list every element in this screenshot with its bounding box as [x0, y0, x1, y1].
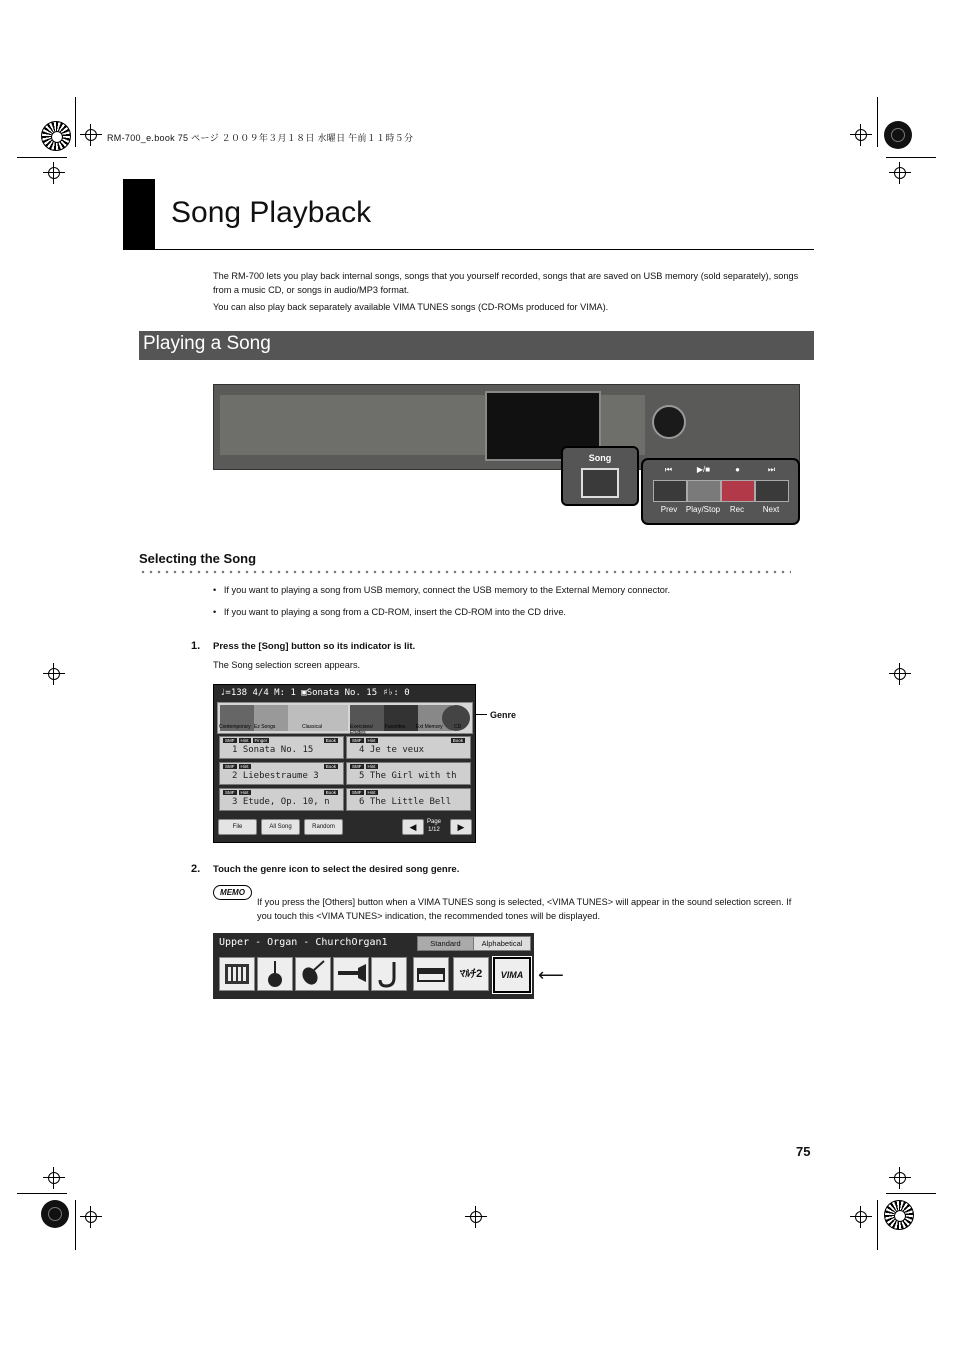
step-text: Press the [Song] button so its indicator is lit. [213, 641, 416, 652]
violin-icon[interactable] [295, 957, 331, 991]
genre-label: Exercises/ Etudes [350, 724, 374, 736]
next-button[interactable] [755, 480, 789, 502]
step-number: 2. [191, 863, 201, 875]
song-tags [223, 790, 253, 795]
registration-target-bottom-right [884, 1200, 914, 1230]
genre-leader-line [475, 714, 487, 715]
bullet-item: • If you want to playing a song from a CD-ROM, insert the CD-ROM into the CD drive. [213, 607, 566, 617]
transport-callout [641, 458, 800, 525]
step-note: The Song selection screen appears. [213, 660, 361, 670]
song-number: 4 [359, 745, 365, 755]
tag-badge: Hint [240, 764, 249, 769]
genre-label: Ez Songs [254, 724, 276, 730]
crop-line [75, 97, 76, 147]
song-button-label: Song [588, 453, 612, 463]
prev-label: Prev [660, 505, 678, 514]
tab-alphabetical[interactable]: Alphabetical [473, 936, 531, 951]
guitar-icon[interactable] [257, 957, 293, 991]
song-name: Etude, Op. 10, n [242, 797, 330, 807]
song-number: 3 [232, 797, 238, 807]
crosshair-mark [850, 124, 872, 146]
song-list-item[interactable] [219, 762, 344, 785]
synth-icon[interactable] [413, 957, 449, 991]
crosshair-mark [889, 1167, 911, 1189]
tag-badge: SMF [225, 790, 235, 795]
prev-button[interactable] [653, 480, 687, 502]
mdi2-icon[interactable]: ﾏﾙﾁ2 [453, 957, 489, 991]
song-name: Je te veux [369, 745, 425, 755]
song-list-item[interactable] [346, 788, 471, 811]
tag-badge: Hint [367, 764, 376, 769]
rec-icon: ● [735, 465, 740, 474]
crosshair-mark [80, 1206, 102, 1228]
page-indicator [427, 818, 441, 834]
page-value: 1/12 [428, 827, 440, 833]
bullet-item: • If you want to playing a song from USB memory, connect the USB memory to the External Memory connector. [213, 585, 671, 595]
random-button[interactable]: Random [304, 819, 343, 835]
song-name: Sonata No. 15 [242, 745, 314, 755]
prev-icon: ⏮ [664, 465, 673, 474]
title-rule [123, 249, 814, 250]
genre-label: Classical [302, 724, 323, 730]
tab-standard[interactable]: Standard [417, 936, 474, 951]
volume-dial-icon [652, 405, 686, 439]
bullet-text: If you want to playing a song from a CD-ROM, insert the CD-ROM into the CD drive. [223, 607, 566, 617]
tag-badge: Finger [254, 738, 268, 743]
crosshair-mark [889, 663, 911, 685]
crosshair-mark [465, 1206, 487, 1228]
play-stop-label: Play/Stop [685, 505, 721, 514]
page-label: Page [427, 819, 442, 825]
dotted-divider [139, 570, 791, 574]
song-name: The Girl with th [369, 771, 457, 781]
page-title: Song Playback [171, 196, 372, 229]
song-list-item[interactable] [219, 736, 344, 759]
crop-line [17, 1193, 67, 1194]
trumpet-icon[interactable] [333, 957, 369, 991]
memo-badge: MEMO [213, 885, 252, 900]
memo-text: If you press the [Others] button when a VIMA TUNES song is selected, <VIMA TUNES> will appear in the sound selection screen. If you touch this <VIMA TUNES> indication, the recommended tones will be displayed. [257, 897, 792, 921]
intro-paragraph: You can also play back separately available VIMA TUNES songs (CD-ROMs produced for VIMA). [213, 302, 609, 312]
subsection-title: Selecting the Song [139, 551, 257, 566]
file-button[interactable]: File [218, 819, 257, 835]
tag-badge: Hint [367, 790, 376, 795]
song-tags [350, 790, 380, 795]
intro-paragraph: The RM-700 lets you play back internal songs, songs that you yourself recorded, songs that are saved on USB memory (sold separately), songs from a music CD, or songs in audio/MP3 format. [213, 271, 799, 295]
genre-label: CD [454, 724, 462, 730]
tag-badge: SMF [225, 764, 235, 769]
play-stop-button[interactable] [687, 480, 721, 502]
vima-tunes-icon[interactable]: VIMA [493, 957, 531, 993]
crop-line [877, 97, 878, 147]
tone-selection-screen [213, 933, 534, 999]
registration-target-bottom-left [41, 1200, 69, 1228]
saxophone-icon[interactable] [371, 957, 407, 991]
song-number: 2 [232, 771, 238, 781]
registration-target-top-right [884, 121, 912, 149]
crop-line [886, 157, 936, 158]
page-next-button[interactable]: ▶ [450, 819, 472, 835]
song-list-item[interactable] [219, 788, 344, 811]
genre-bar [217, 702, 473, 734]
crop-line [17, 157, 67, 158]
song-tags [223, 738, 271, 743]
genre-callout-label: Genre [490, 710, 517, 720]
song-list-item[interactable] [346, 762, 471, 785]
tag-badge: Hint [240, 738, 249, 743]
crop-line [75, 1200, 76, 1250]
play-stop-icon: ▶/■ [696, 465, 711, 474]
song-name: Liebestraume 3 [242, 771, 319, 781]
genre-label: Contemporary [219, 724, 251, 730]
section-title: Playing a Song [143, 333, 271, 354]
song-name: The Little Bell [369, 797, 452, 807]
song-tags [350, 738, 380, 743]
print-header-note: RM-700_e.book 75 ページ ２００９年３月１８日 水曜日 午前１１時５分 [107, 133, 414, 143]
bullet-text: If you want to playing a song from USB memory, connect the USB memory to the External Memory connector. [223, 585, 671, 595]
crosshair-mark [850, 1206, 872, 1228]
pointer-arrow-icon: ⟵ [538, 965, 564, 985]
page-number: 75 [796, 1144, 811, 1159]
organ-icon[interactable] [219, 957, 255, 991]
tag-badge: SMF [352, 764, 362, 769]
book-badge: Book [452, 738, 463, 743]
title-bar [123, 179, 155, 249]
tone-screen-title: Upper - Organ - ChurchOrgan1 [219, 937, 388, 948]
tag-badge: SMF [352, 738, 362, 743]
song-number: 6 [359, 797, 365, 807]
book-badge: Book [325, 764, 336, 769]
crosshair-mark [43, 663, 65, 685]
rec-button[interactable] [721, 480, 755, 502]
song-button[interactable] [581, 468, 619, 498]
step-text: Touch the genre icon to select the desired song genre. [213, 864, 460, 875]
registration-target-top-left [41, 121, 71, 151]
crosshair-mark [43, 1167, 65, 1189]
song-number: 1 [232, 745, 238, 755]
tag-badge: Hint [240, 790, 249, 795]
tag-badge: SMF [225, 738, 235, 743]
song-list-item[interactable] [346, 736, 471, 759]
tag-badge: Hint [367, 738, 376, 743]
song-button-callout [561, 446, 639, 506]
crop-line [886, 1193, 936, 1194]
crosshair-mark [43, 162, 65, 184]
all-song-button[interactable]: All Song [261, 819, 300, 835]
step-number: 1. [191, 640, 201, 652]
next-label: Next [762, 505, 780, 514]
song-tags [350, 764, 380, 769]
book-badge: Book [325, 790, 336, 795]
song-number: 5 [359, 771, 365, 781]
genre-label: Ext Memory [416, 724, 443, 730]
crosshair-mark [889, 162, 911, 184]
song-tags [223, 764, 253, 769]
next-icon: ⏭ [767, 465, 776, 474]
song-status-bar: ♩=138 4/4 M: 1 ▣Sonata No. 15 ♯♭: 0 [220, 688, 410, 698]
rec-label: Rec [729, 505, 745, 514]
tag-badge: SMF [352, 790, 362, 795]
page-prev-button[interactable]: ◀ [402, 819, 424, 835]
song-selection-screen [213, 684, 476, 843]
book-badge: Book [325, 738, 336, 743]
crosshair-mark [80, 124, 102, 146]
genre-label: Favorites [385, 724, 406, 730]
crop-line [877, 1200, 878, 1250]
